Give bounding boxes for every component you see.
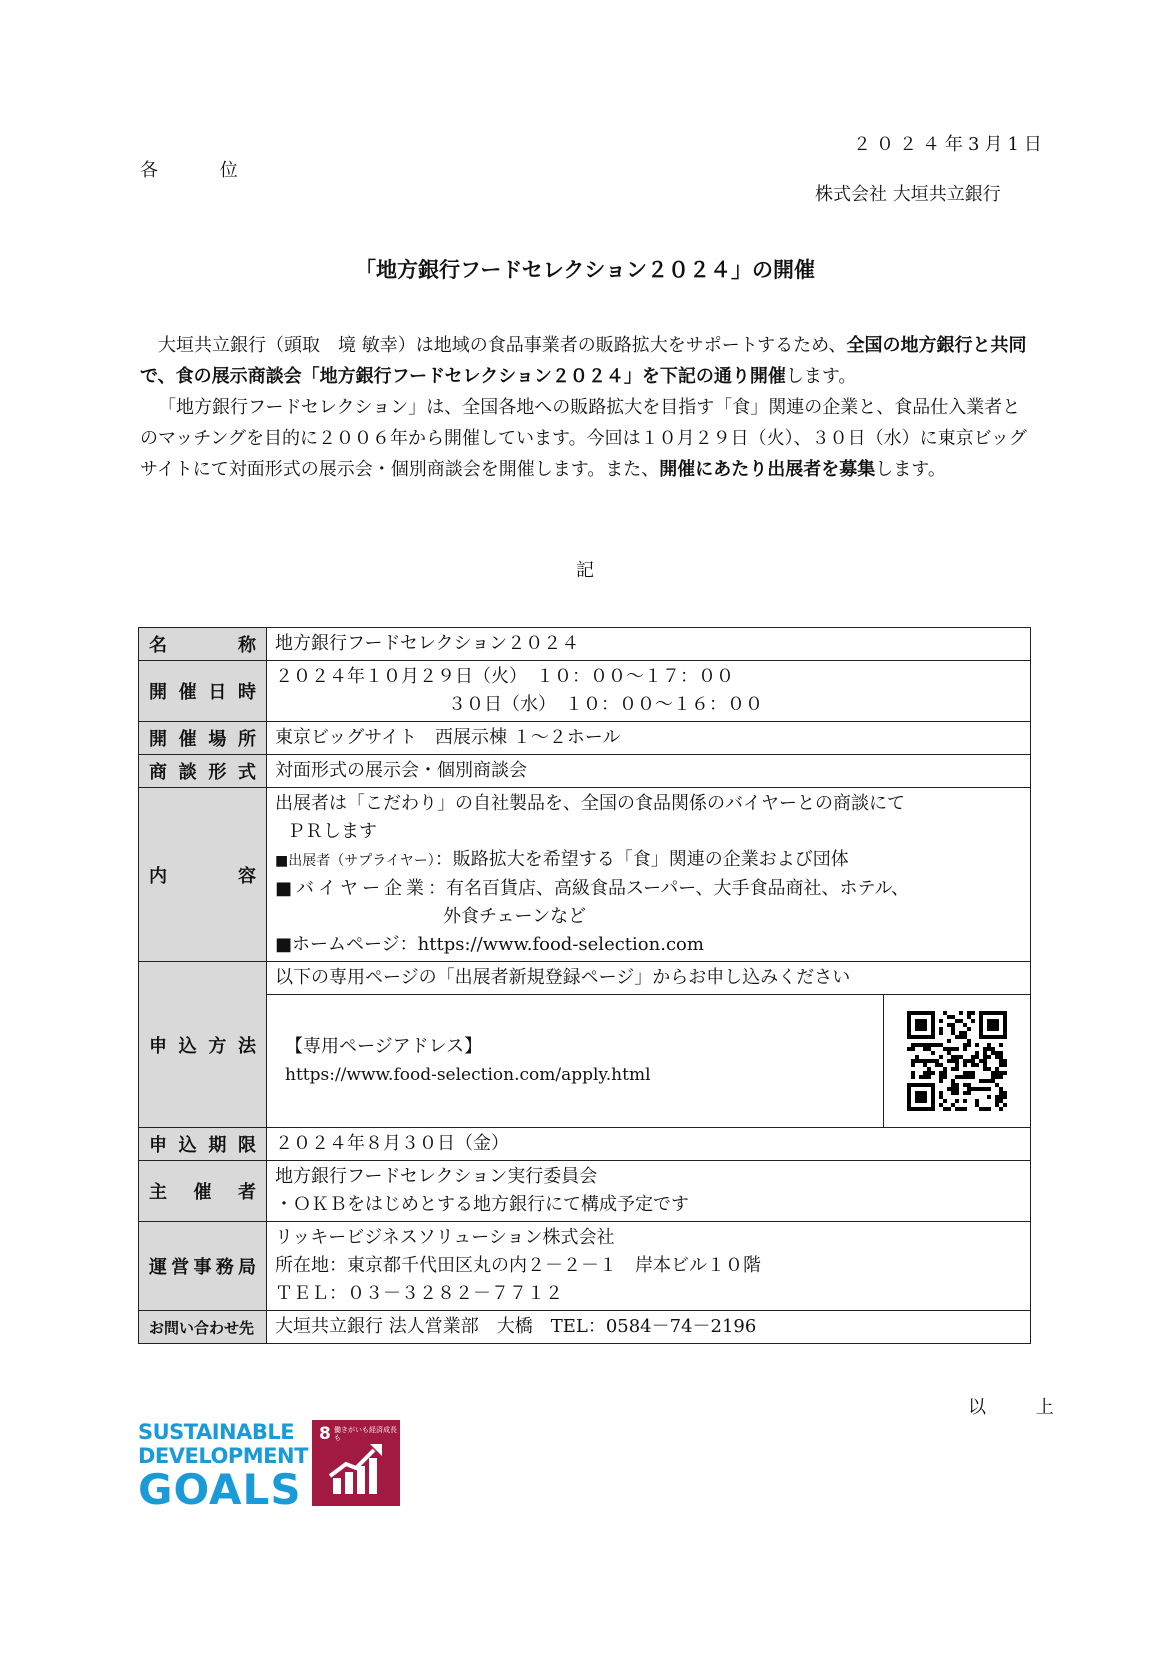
event-info-table xyxy=(138,627,1031,1344)
sdg-line-1: SUSTAINABLE xyxy=(138,1420,295,1444)
issuing-company: 株式会社 大垣共立銀行 xyxy=(815,184,1001,205)
intro-p2-c: します。 xyxy=(875,459,946,480)
row-apply-bottom xyxy=(139,995,1031,1128)
content-line-3 xyxy=(275,846,1022,875)
value-apply-instruction xyxy=(267,962,1031,995)
datetime-day2: ３０日（水） １０：００～１６：００ xyxy=(448,694,763,715)
document-title: 「地方銀行フードセレクション２０２４」の開催 xyxy=(355,258,815,282)
value-name xyxy=(267,628,1031,661)
contact: 大垣共立銀行 法人営業部 大橋 TEL：0584－74－2196 xyxy=(275,1316,757,1337)
row-datetime xyxy=(139,661,1031,722)
end-mark: 以 上 xyxy=(968,1397,1076,1418)
value-contact xyxy=(267,1311,1031,1344)
content-line-6 xyxy=(275,931,1022,959)
apply-url[interactable]: https://www.food-selection.com/apply.html xyxy=(285,1065,651,1085)
row-office xyxy=(139,1222,1031,1311)
office-line-3: ＴＥＬ：０３－３２８２－７７１２ xyxy=(275,1283,563,1304)
value-organizer xyxy=(267,1161,1031,1222)
document-date: ２０２４年3月1日 xyxy=(853,134,1047,155)
value-content xyxy=(267,788,1031,962)
row-name xyxy=(139,628,1031,661)
label-datetime: 開催日時 xyxy=(139,661,267,722)
row-deadline xyxy=(139,1128,1031,1161)
row-content xyxy=(139,788,1031,962)
row-apply-top xyxy=(139,962,1031,995)
sdg-line-3: GOALS xyxy=(138,1465,302,1514)
homepage-link[interactable]: ：https://www.food-selection.com xyxy=(399,934,704,955)
intro-p2-a: 「地方銀行フードセレクション」は、全国各地への販路拡大を目指す「食」関連の企業と、食品仕入業者とのマッチングを目的に２００６年から開催しています。今回は１０月２９日（火）、３０日（水）に東京ビッグサイトにて対面形式の展示会・個別商談会を開催します。また、 xyxy=(140,397,1027,480)
apply-instruction: 以下の専用ページの「出展者新規登録ページ」からお申し込みください xyxy=(275,967,851,988)
content-line-1: 出展者は「こだわり」の自社製品を、全国の食品関係のバイヤーとの商談にて xyxy=(275,793,905,814)
organizer-line-1: 地方銀行フードセレクション実行委員会 xyxy=(275,1166,598,1187)
organizer-line-2: ・ＯＫＢをはじめとする地方銀行にて構成予定です xyxy=(275,1194,689,1215)
value-office xyxy=(267,1222,1031,1311)
intro-p1-bold: 全国の地方銀行と共同で、食の展示商談会「地方銀行フードセレクション２０２４」を下記の通り開催 xyxy=(140,335,1027,387)
growth-chart-icon xyxy=(312,1420,400,1506)
ki-heading: 記 xyxy=(576,560,594,581)
goal-number: 8 xyxy=(319,1424,331,1444)
row-contact xyxy=(139,1311,1031,1344)
event-name: 地方銀行フードセレクション２０２４ xyxy=(275,633,580,654)
value-apply-address xyxy=(267,995,884,1128)
intro-p1-c: します。 xyxy=(785,366,857,387)
value-format xyxy=(267,755,1031,788)
sdg-logo xyxy=(138,1420,308,1512)
intro-paragraph-2 xyxy=(140,392,1030,485)
row-venue xyxy=(139,722,1031,755)
content-line-5: 外食チェーンなど xyxy=(443,906,587,927)
buyer-value: ：有名百貨店、高級食品スーパー、大手食品商社、ホテル、 xyxy=(428,878,910,899)
buyer-label: ■バイヤー企業 xyxy=(275,878,429,899)
qr-code-icon[interactable] xyxy=(907,1011,1007,1111)
format: 対面形式の展示会・個別商談会 xyxy=(275,760,527,781)
intro-paragraph-1 xyxy=(140,330,1030,392)
office-line-2: 所在地：東京都千代田区丸の内２－２－１ 岸本ビル１０階 xyxy=(275,1255,761,1276)
supplier-label: ■出展者（サプライヤー） xyxy=(275,853,435,869)
office-line-1: リッキービジネスソリューション株式会社 xyxy=(275,1227,615,1248)
datetime-day1: ２０２４年１０月２９日（火） １０：００～１７：００ xyxy=(275,666,734,687)
label-name: 名 称 xyxy=(139,628,267,661)
intro-p1-a: 大垣共立銀行（頭取 境 敏幸）は地域の食品事業者の販路拡大をサポートするため、 xyxy=(158,335,847,356)
label-content: 内 容 xyxy=(139,788,267,962)
addressee: 各 位 xyxy=(140,160,266,181)
label-deadline: 申込期限 xyxy=(139,1128,267,1161)
sdg-goal-8-icon xyxy=(312,1420,400,1506)
apply-page-heading: 【専用ページアドレス】 xyxy=(285,1036,483,1057)
row-format xyxy=(139,755,1031,788)
value-datetime xyxy=(267,661,1031,722)
goal-caption: 働きがいも経済成長も xyxy=(334,1426,397,1442)
homepage-label: ■ホームページ xyxy=(275,934,400,955)
sdg-line-2: DEVELOPMENT xyxy=(138,1444,308,1468)
supplier-value: ：販路拡大を希望する「食」関連の企業および団体 xyxy=(434,849,849,870)
content-line-2: ＰＲします xyxy=(287,821,377,842)
value-venue xyxy=(267,722,1031,755)
label-apply: 申込方法 xyxy=(139,962,267,1128)
intro-text xyxy=(140,330,1030,485)
qr-cell xyxy=(884,995,1031,1128)
deadline: ２０２４年８月３０日（金） xyxy=(275,1133,509,1154)
label-contact: お問い合わせ先 xyxy=(139,1311,267,1344)
value-deadline xyxy=(267,1128,1031,1161)
label-venue: 開催場所 xyxy=(139,722,267,755)
label-organizer: 主 催 者 xyxy=(139,1161,267,1222)
intro-p2-bold: 開催にあたり出展者を募集 xyxy=(659,459,876,480)
row-organizer xyxy=(139,1161,1031,1222)
venue: 東京ビッグサイト 西展示棟 １～２ホール xyxy=(275,727,621,748)
label-office: 運営事務局 xyxy=(139,1222,267,1311)
label-format: 商談形式 xyxy=(139,755,267,788)
content-line-4 xyxy=(275,875,1022,903)
